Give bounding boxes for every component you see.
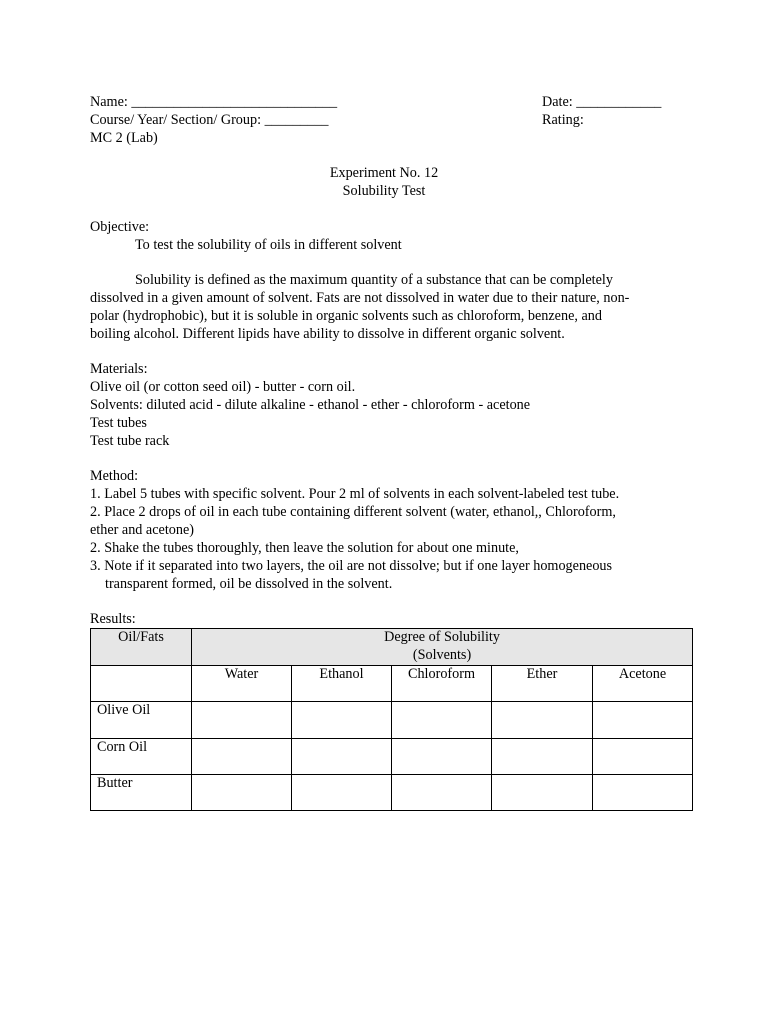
result-cell <box>392 701 492 738</box>
intro-line-2: dissolved in a given amount of solvent. Fats are not dissolved in water due to their nature, non- <box>90 290 630 306</box>
method-step: 2. Shake the tubes thoroughly, then leave the solution for about one minute, <box>90 540 519 556</box>
row-label: Olive Oil <box>91 701 192 738</box>
result-cell <box>192 701 292 738</box>
table-row <box>91 774 693 810</box>
experiment-title: Experiment No. 12 <box>329 165 439 181</box>
results-table <box>90 628 693 811</box>
solvent-header: Ether <box>492 665 593 701</box>
result-cell <box>593 774 693 810</box>
result-cell <box>492 701 593 738</box>
intro-line-1: Solubility is defined as the maximum quantity of a substance that can be completely <box>135 272 613 288</box>
row-label: Corn Oil <box>91 738 192 774</box>
solvent-header: Water <box>192 665 292 701</box>
method-step: ether and acetone) <box>90 522 194 538</box>
solvent-header: Chloroform <box>392 665 492 701</box>
experiment-subtitle: Solubility Test <box>342 183 426 199</box>
method-heading: Method: <box>90 468 139 484</box>
result-cell <box>392 774 492 810</box>
result-cell <box>392 738 492 774</box>
method-step: 3. Note if it separated into two layers, the oil are not dissolve; but if one layer homogeneous <box>90 558 613 574</box>
table-row <box>91 701 693 738</box>
intro-line-4: boiling alcohol. Different lipids have ability to dissolve in different organic solvent. <box>90 326 565 342</box>
result-cell <box>192 774 292 810</box>
result-cell <box>593 701 693 738</box>
objective-text: To test the solubility of oils in different solvent <box>135 237 402 253</box>
group-header-line-1: Degree of Solubility <box>384 629 500 645</box>
oil-fats-header: Oil/Fats <box>91 629 192 666</box>
results-heading: Results: <box>90 611 136 627</box>
degree-of-solubility-header <box>192 629 693 666</box>
result-cell <box>292 738 392 774</box>
group-header-line-2: (Solvents) <box>412 646 472 663</box>
result-cell <box>492 774 593 810</box>
materials-item: Solvents: diluted acid - dilute alkaline - ethanol - ether - chloroform - acetone <box>90 397 531 413</box>
empty-cell <box>91 665 192 701</box>
result-cell <box>292 774 392 810</box>
table-row <box>91 738 693 774</box>
solvent-header: Ethanol <box>292 665 392 701</box>
row-label: Butter <box>91 774 192 810</box>
result-cell <box>492 738 593 774</box>
materials-item: Test tube rack <box>90 433 170 449</box>
objective-heading: Objective: <box>90 219 150 235</box>
method-step: 1. Label 5 tubes with specific solvent. Pour 2 ml of solvents in each solvent-labeled test tube. <box>90 486 620 502</box>
materials-item: Test tubes <box>90 415 147 431</box>
result-cell <box>292 701 392 738</box>
result-cell <box>593 738 693 774</box>
result-cell <box>192 738 292 774</box>
materials-item: Olive oil (or cotton seed oil) - butter - corn oil. <box>90 379 356 395</box>
intro-line-3: polar (hydrophobic), but it is soluble in organic solvents such as chloroform, benzene, and <box>90 308 602 324</box>
name-field: Name: _____________________________ <box>90 94 338 110</box>
method-step: 2. Place 2 drops of oil in each tube containing different solvent (water, ethanol,, Chloroform, <box>90 504 616 520</box>
rating-field: Rating: <box>542 112 584 128</box>
solvent-header: Acetone <box>593 665 693 701</box>
course-code: MC 2 (Lab) <box>90 130 158 146</box>
course-field: Course/ Year/ Section/ Group: _________ <box>90 112 329 128</box>
materials-heading: Materials: <box>90 361 148 377</box>
method-step: transparent formed, oil be dissolved in the solvent. <box>105 576 393 592</box>
date-field: Date: ____________ <box>542 94 662 110</box>
